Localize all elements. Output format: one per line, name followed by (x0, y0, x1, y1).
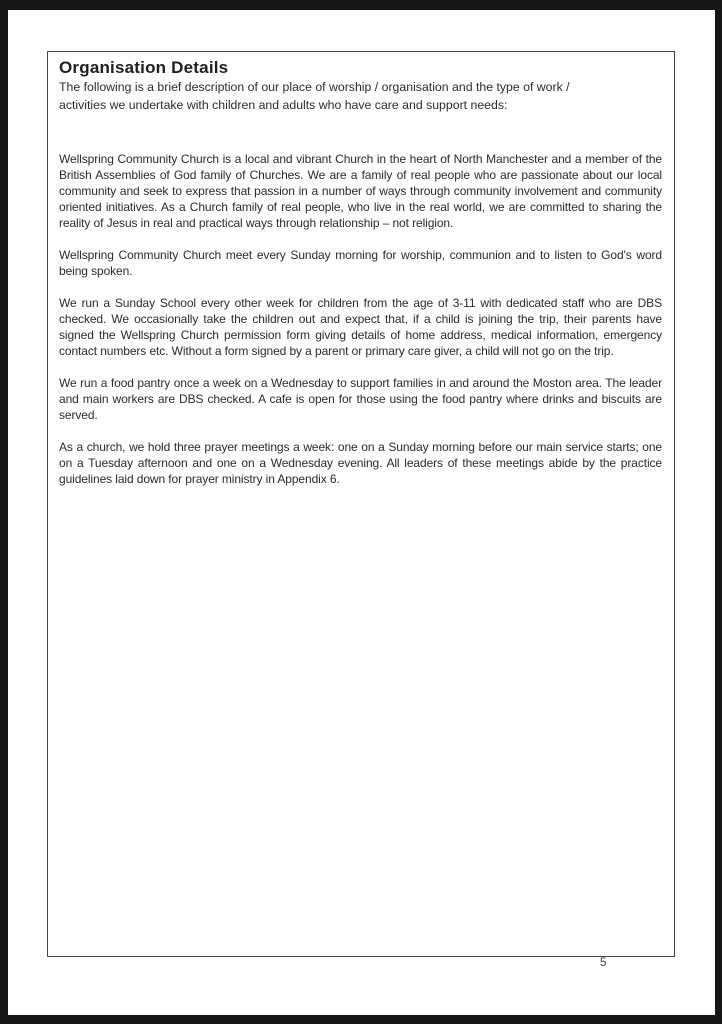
page-title: Organisation Details (59, 58, 229, 77)
intro-text (59, 78, 662, 114)
paragraph-food-pantry: We run a food pantry once a week on a Wednesday to support families in and around the Moston area. The leader and main workers are DBS checked. A cafe is open for those using the food pantry where drinks and biscuits are served. (59, 376, 662, 422)
document-page (8, 10, 715, 1015)
paragraph-prayer-meetings: As a church, we hold three prayer meetings a week: one on a Sunday morning before our main service starts; one on a Tuesday afternoon and one on a Wednesday evening. All leaders of these meetings abide by the practice guidelines laid down for prayer ministry in Appendix 6. (59, 440, 662, 486)
page-number: 5 (600, 957, 607, 969)
paragraph-church-overview: Wellspring Community Church is a local and vibrant Church in the heart of North Manchester and a member of the British Assemblies of God family of Churches. We are a family of real people who are passionate about our local community and seek to express that passion in a number of ways through community involvement and community oriented initiatives. As a Church family of real people, who live in the real world, we are committed to sharing the reality of Jesus in real and practical ways through relationship – not religion. (59, 152, 662, 230)
paragraph-sunday-meeting: Wellspring Community Church meet every Sunday morning for worship, communion and to listen to God's word being spoken. (59, 248, 662, 278)
content-box (47, 51, 675, 957)
paragraph-sunday-school: We run a Sunday School every other week for children from the age of 3-11 with dedicated staff who are DBS checked. We occasionally take the children out and expect that, if a child is joining the trip, their parents have signed the Wellspring Church permission form giving details of home address, medical information, emergency contact numbers etc. Without a form signed by a parent or primary care giver, a child will not go on the trip. (59, 296, 662, 358)
description-section (59, 151, 662, 487)
intro-line: activities we undertake with children and adults who have care and support needs: (59, 98, 508, 112)
intro-line: The following is a brief description of our place of worship / organisation and the type of work / (59, 80, 570, 94)
